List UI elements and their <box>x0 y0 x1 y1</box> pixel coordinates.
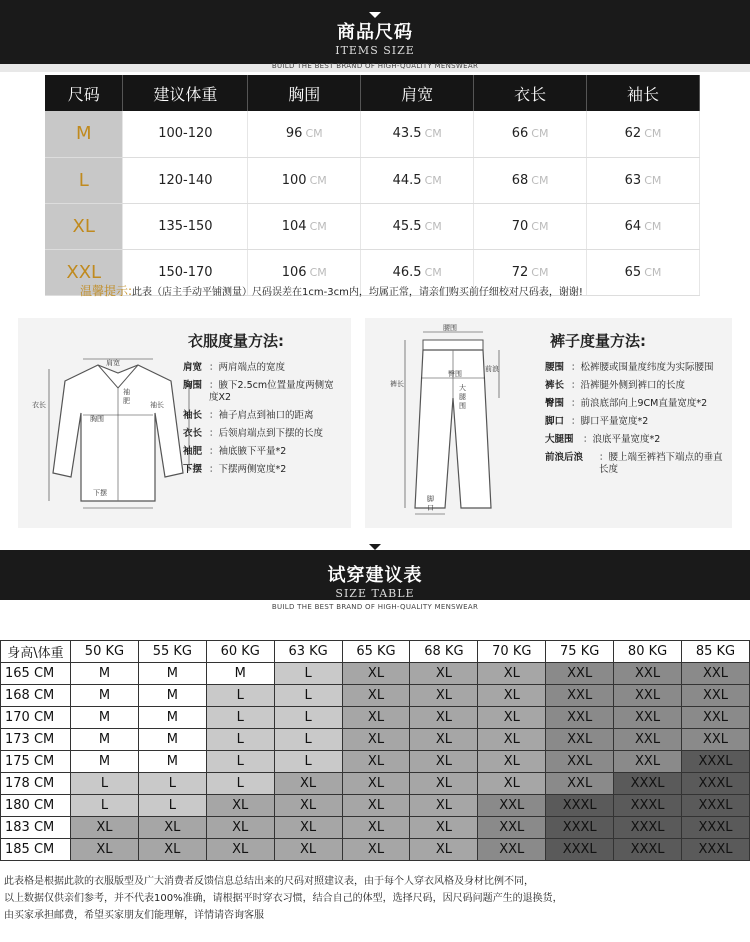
fit-size-cell: M <box>71 685 139 707</box>
fit-size-cell: XXL <box>478 817 546 839</box>
fit-row <box>1 729 750 751</box>
fit-size-cell: M <box>138 685 206 707</box>
fit-weight-header: 68 KG <box>410 641 478 663</box>
size-table-header <box>45 75 700 111</box>
fit-size-cell: XL <box>342 685 410 707</box>
fit-size-cell: L <box>274 751 342 773</box>
method-text: ：两肩端点的宽度 <box>209 362 286 373</box>
fit-weight-header: 55 KG <box>138 641 206 663</box>
warm-tip <box>80 282 583 299</box>
method-text: ：后领肩端点到下摆的长度 <box>209 428 324 439</box>
fit-size-cell: XXL <box>614 707 682 729</box>
size-cell-size: L <box>45 157 123 203</box>
fit-size-cell: XL <box>478 685 546 707</box>
method-item <box>183 428 343 440</box>
size-cell-shoulder: 43.5 CM <box>361 111 474 157</box>
fit-size-cell: XL <box>274 795 342 817</box>
diagram-label-shoulder: 肩宽 <box>106 359 120 367</box>
fit-size-cell: XL <box>478 751 546 773</box>
fit-table <box>0 640 750 861</box>
pants-diagram-icon <box>395 328 515 518</box>
size-cell-length: 66 CM <box>474 111 587 157</box>
diagram-label-chest: 胸围 <box>90 415 104 423</box>
shirt-diagram-icon <box>43 353 193 513</box>
fit-row <box>1 795 750 817</box>
fit-size-cell: XXXL <box>546 839 614 861</box>
fit-size-cell: L <box>206 751 274 773</box>
fit-size-cell: XL <box>342 751 410 773</box>
fit-size-cell: XXL <box>682 663 750 685</box>
fit-size-cell: XL <box>410 751 478 773</box>
fit-row <box>1 685 750 707</box>
fit-size-cell: M <box>138 729 206 751</box>
fit-size-cell: XXXL <box>682 795 750 817</box>
col-length: 衣长 <box>474 75 587 111</box>
fit-size-cell: XL <box>71 817 139 839</box>
fit-size-cell: XL <box>274 817 342 839</box>
fit-height-cell: 173 CM <box>1 729 71 751</box>
fit-size-cell: XXL <box>682 685 750 707</box>
fit-size-cell: XXL <box>614 685 682 707</box>
size-cell-weight: 120-140 <box>123 157 248 203</box>
disclaimer-line-1: 此表格是根据此款的衣服版型及广大消费者反馈信息总结出来的尺码对照建议表，由于每个人穿衣风格及身材比例不同， <box>4 876 534 887</box>
size-cell-chest: 104 CM <box>248 203 361 249</box>
method-text: ：腰上端至裤裆下端点的垂直长度 <box>599 452 723 475</box>
method-item <box>545 434 725 446</box>
fit-size-cell: L <box>206 729 274 751</box>
method-key: 袖肥 <box>183 446 203 457</box>
size-cell-shoulder: 46.5 CM <box>361 249 474 295</box>
fit-size-cell: XXXL <box>614 773 682 795</box>
fit-size-cell: XL <box>138 817 206 839</box>
size-cell-size: XL <box>45 203 123 249</box>
method-item <box>183 380 343 404</box>
fit-row <box>1 707 750 729</box>
method-key: 前浪后浪 <box>545 452 584 463</box>
fit-size-cell: XL <box>138 839 206 861</box>
shirt-method-list <box>183 362 343 482</box>
size-cell-size: XXL <box>45 249 123 295</box>
method-key: 腰围 <box>545 362 565 373</box>
fit-size-cell: XL <box>342 663 410 685</box>
fit-size-cell: L <box>138 795 206 817</box>
size-cell-size: M <box>45 111 123 157</box>
diagram-label-pants-hem: 脚口 <box>427 495 434 512</box>
fit-size-cell: L <box>206 707 274 729</box>
method-key: 袖长 <box>183 410 203 421</box>
diagram-label-pants-length: 裤长 <box>390 380 404 388</box>
fit-table-header <box>1 641 750 663</box>
fit-height-cell: 175 CM <box>1 751 71 773</box>
disclaimer-line-2: 以上数据仅供亲们参考，并不代表100%准确，请根据平时穿衣习惯，结合自己的体型，选择尺码，因尺码问题产生的退换货， <box>4 893 563 904</box>
method-item <box>545 362 725 374</box>
fit-size-cell: XXL <box>682 707 750 729</box>
fit-size-cell: XL <box>274 773 342 795</box>
fit-size-cell: XL <box>410 817 478 839</box>
items-size-header <box>0 0 750 64</box>
fit-row <box>1 751 750 773</box>
size-cell-sleeve: 62 CM <box>587 111 700 157</box>
diagram-label-hem: 下摆 <box>93 489 107 497</box>
fit-weight-header: 80 KG <box>614 641 682 663</box>
size-cell-length: 68 CM <box>474 157 587 203</box>
fit-size-cell: XXL <box>546 685 614 707</box>
fit-size-cell: XXXL <box>682 773 750 795</box>
fit-size-cell: M <box>206 663 274 685</box>
fit-size-cell: XL <box>342 707 410 729</box>
fit-size-cell: XL <box>410 839 478 861</box>
fit-row <box>1 839 750 861</box>
method-item <box>183 362 343 374</box>
fit-size-cell: XXL <box>478 795 546 817</box>
method-key: 裤长 <box>545 380 565 391</box>
fit-height-cell: 170 CM <box>1 707 71 729</box>
fit-weight-header: 75 KG <box>546 641 614 663</box>
brand-tagline-2: BUILD THE BEST BRAND OF HIGH-QUALITY MENSWEAR <box>271 603 479 611</box>
fit-height-cell: 180 CM <box>1 795 71 817</box>
fit-size-cell: XL <box>342 795 410 817</box>
disclaimer-line-3: 由买家承担邮费，希望买家朋友们能理解，详情请咨询客服 <box>4 910 264 921</box>
method-key: 衣长 <box>183 428 203 439</box>
fit-size-cell: XXL <box>614 663 682 685</box>
method-item <box>183 446 343 458</box>
method-text: ：松裤腰或围量度纬度为实际腰围 <box>571 362 714 373</box>
fit-size-cell: M <box>71 663 139 685</box>
fit-height-cell: 183 CM <box>1 817 71 839</box>
fit-size-cell: L <box>274 663 342 685</box>
fit-size-cell: L <box>71 795 139 817</box>
method-key: 臀围 <box>545 398 565 409</box>
method-text: ：沿裤腿外侧到裤口的长度 <box>571 380 686 391</box>
method-text: ：下摆两侧宽度*2 <box>209 464 287 475</box>
diagram-label-front-rise: 前浪 <box>485 365 499 373</box>
diagram-label-length: 衣长 <box>32 401 46 409</box>
method-item <box>183 410 343 422</box>
fit-weight-header: 63 KG <box>274 641 342 663</box>
method-item <box>183 464 343 476</box>
fit-size-cell: M <box>138 663 206 685</box>
method-key: 肩宽 <box>183 362 203 373</box>
fit-size-cell: XXXL <box>614 817 682 839</box>
col-chest: 胸围 <box>248 75 361 111</box>
fit-weight-header: 60 KG <box>206 641 274 663</box>
col-shoulder: 肩宽 <box>361 75 474 111</box>
fit-size-cell: XXXL <box>546 795 614 817</box>
method-key: 下摆 <box>183 464 203 475</box>
method-text: ：浪底平量宽度*2 <box>583 434 661 445</box>
fit-size-cell: XL <box>206 795 274 817</box>
size-table-subtitle: SIZE TABLE <box>335 587 415 600</box>
diagram-label-waist: 腰围 <box>443 324 457 332</box>
warm-tip-label: 温馨提示: <box>80 284 133 298</box>
method-text: ：袖子肩点到袖口的距离 <box>209 410 314 421</box>
size-cell-length: 72 CM <box>474 249 587 295</box>
fit-size-cell: XL <box>410 795 478 817</box>
size-cell-sleeve: 63 CM <box>587 157 700 203</box>
size-cell-shoulder: 44.5 CM <box>361 157 474 203</box>
fit-size-cell: L <box>138 773 206 795</box>
size-table-header-bar <box>0 550 750 600</box>
fit-size-cell: XL <box>478 663 546 685</box>
fit-weight-header: 50 KG <box>71 641 139 663</box>
fit-size-cell: L <box>206 773 274 795</box>
fit-corner-header: 身高\体重 <box>1 641 71 663</box>
size-row <box>45 111 700 157</box>
method-item <box>545 452 725 476</box>
fit-size-cell: XL <box>206 839 274 861</box>
fit-size-cell: XXXL <box>682 751 750 773</box>
size-cell-weight: 150-170 <box>123 249 248 295</box>
fit-size-cell: XXL <box>614 751 682 773</box>
diagram-label-sleeve: 袖长 <box>150 401 164 409</box>
fit-size-cell: XL <box>342 773 410 795</box>
fit-size-cell: XL <box>410 685 478 707</box>
fit-size-cell: M <box>71 729 139 751</box>
fit-size-cell: XXL <box>682 729 750 751</box>
fit-size-cell: XL <box>410 729 478 751</box>
fit-height-cell: 185 CM <box>1 839 71 861</box>
size-cell-sleeve: 64 CM <box>587 203 700 249</box>
fit-size-cell: XL <box>206 817 274 839</box>
fit-size-cell: XL <box>478 773 546 795</box>
fit-size-cell: L <box>274 707 342 729</box>
shirt-measure-panel <box>18 318 351 528</box>
disclaimer <box>4 873 746 924</box>
size-cell-length: 70 CM <box>474 203 587 249</box>
warm-tip-text: 此表（店主手动平铺测量）尺码误差在1cm-3cm内，均属正常，请亲们购买前仔细校对尺码表，谢谢! <box>132 287 583 298</box>
fit-size-cell: L <box>71 773 139 795</box>
size-cell-chest: 100 CM <box>248 157 361 203</box>
pants-method-title: 裤子度量方法: <box>550 332 646 350</box>
size-cell-weight: 100-120 <box>123 111 248 157</box>
shirt-method-title: 衣服度量方法: <box>188 332 284 350</box>
fit-size-cell: M <box>71 707 139 729</box>
diagram-label-thigh: 大腿围 <box>459 384 466 410</box>
fit-size-cell: XXL <box>614 729 682 751</box>
fit-size-cell: M <box>71 751 139 773</box>
fit-size-cell: XL <box>342 729 410 751</box>
col-weight: 建议体重 <box>123 75 248 111</box>
method-key: 胸围 <box>183 380 203 391</box>
fit-height-cell: 178 CM <box>1 773 71 795</box>
size-row <box>45 157 700 203</box>
fit-size-cell: XXXL <box>682 839 750 861</box>
fit-height-cell: 165 CM <box>1 663 71 685</box>
header-notch-icon <box>369 12 381 18</box>
fit-size-cell: XL <box>342 839 410 861</box>
fit-size-cell: XL <box>71 839 139 861</box>
fit-size-cell: XL <box>342 817 410 839</box>
brand-tagline: BUILD THE BEST BRAND OF HIGH-QUALITY MENSWEAR <box>271 62 479 70</box>
fit-size-cell: XXL <box>546 707 614 729</box>
diagram-label-hip: 臀围 <box>448 370 462 378</box>
size-cell-chest: 106 CM <box>248 249 361 295</box>
fit-size-cell: XXL <box>546 663 614 685</box>
fit-size-cell: XL <box>410 663 478 685</box>
fit-weight-header: 70 KG <box>478 641 546 663</box>
fit-size-cell: XXL <box>546 751 614 773</box>
method-text: ：前浪底部向上9CM直量宽度*2 <box>571 398 708 409</box>
fit-size-cell: XXXL <box>682 817 750 839</box>
fit-size-cell: L <box>206 685 274 707</box>
fit-row <box>1 817 750 839</box>
fit-row <box>1 773 750 795</box>
fit-size-cell: M <box>138 707 206 729</box>
col-size: 尺码 <box>45 75 123 111</box>
items-size-subtitle: ITEMS SIZE <box>335 44 415 57</box>
fit-size-cell: L <box>274 729 342 751</box>
col-sleeve: 袖长 <box>587 75 700 111</box>
fit-weight-header: 65 KG <box>342 641 410 663</box>
method-text: ：脚口平量宽度*2 <box>571 416 649 427</box>
size-table-title: 试穿建议表 <box>327 565 423 586</box>
size-cell-weight: 135-150 <box>123 203 248 249</box>
fit-size-cell: XL <box>410 707 478 729</box>
fit-weight-header: 85 KG <box>682 641 750 663</box>
fit-size-cell: M <box>138 751 206 773</box>
fit-size-cell: XL <box>274 839 342 861</box>
method-text: ：袖底腋下平量*2 <box>209 446 287 457</box>
size-row <box>45 203 700 249</box>
fit-size-cell: XL <box>410 773 478 795</box>
diagram-label-sleeve-width: 袖肥 <box>123 388 130 405</box>
pants-method-list <box>545 362 725 482</box>
size-table <box>45 75 700 296</box>
fit-size-cell: XXL <box>546 773 614 795</box>
fit-size-cell: XL <box>478 729 546 751</box>
method-item <box>545 380 725 392</box>
method-item <box>545 398 725 410</box>
method-key: 脚口 <box>545 416 565 427</box>
fit-row <box>1 663 750 685</box>
method-text: ：腋下2.5cm位置量度两侧宽度X2 <box>209 380 334 403</box>
fit-size-cell: XL <box>478 707 546 729</box>
fit-height-cell: 168 CM <box>1 685 71 707</box>
fit-size-cell: XXXL <box>614 795 682 817</box>
fit-size-cell: XXL <box>546 729 614 751</box>
items-size-title: 商品尺码 <box>337 22 413 43</box>
pants-measure-panel <box>365 318 732 528</box>
fit-size-cell: XXXL <box>546 817 614 839</box>
fit-size-cell: XXXL <box>614 839 682 861</box>
method-item <box>545 416 725 428</box>
size-cell-sleeve: 65 CM <box>587 249 700 295</box>
method-key: 大腿围 <box>545 434 574 445</box>
size-cell-chest: 96 CM <box>248 111 361 157</box>
fit-size-cell: XXL <box>478 839 546 861</box>
size-cell-shoulder: 45.5 CM <box>361 203 474 249</box>
fit-size-cell: L <box>274 685 342 707</box>
